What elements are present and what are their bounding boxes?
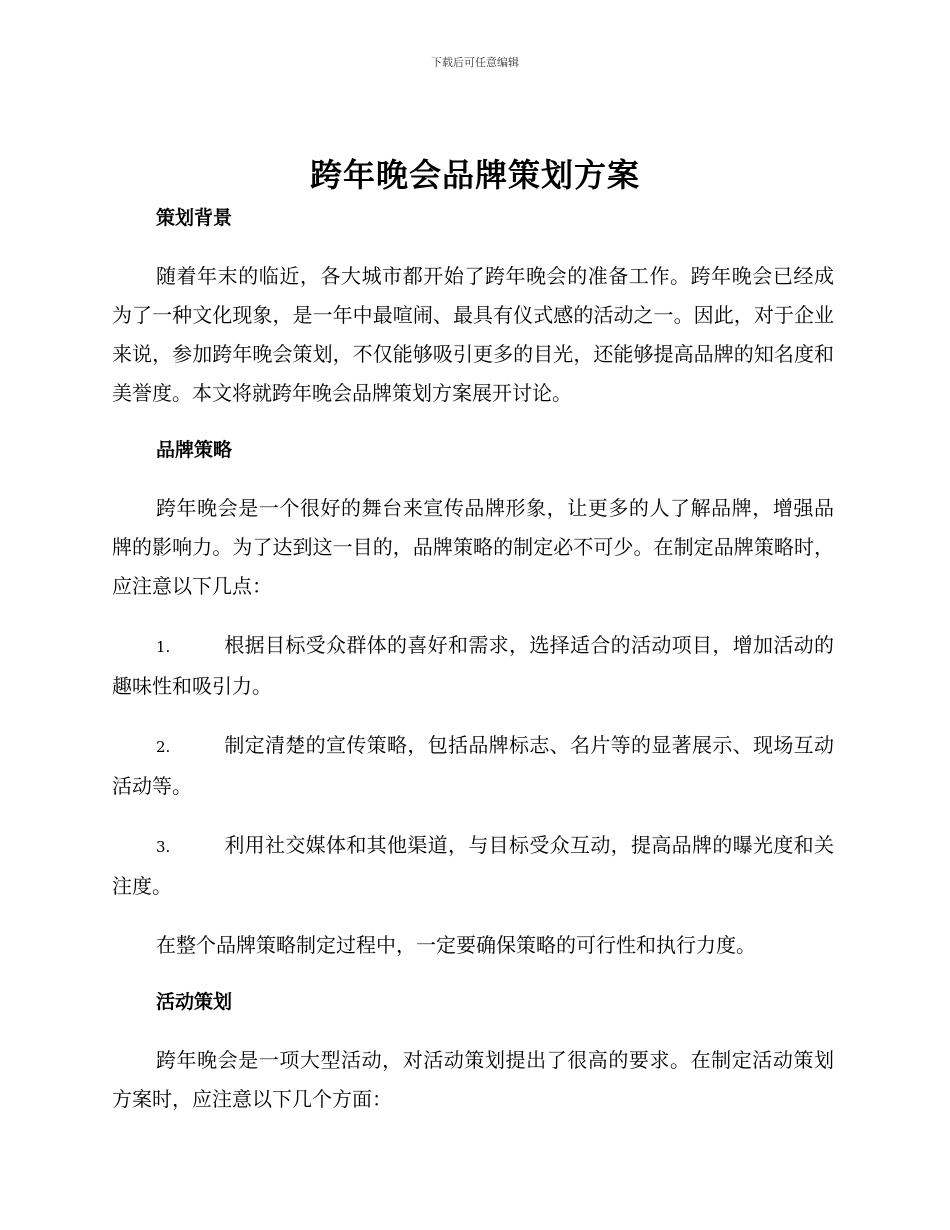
list-item bbox=[112, 826, 834, 906]
list-item-number: 2. bbox=[156, 738, 171, 756]
document-body bbox=[112, 201, 834, 1139]
brand-strategy-intro: 跨年晚会是一个很好的舞台来宣传品牌形象，让更多的人了解品牌，增强品牌的影响力。为了达到这一目的，品牌策略的制定必不可少。在制定品牌策略时，应注意以下几点： bbox=[112, 496, 834, 598]
event-planning-intro: 跨年晚会是一项大型活动，对活动策划提出了很高的要求。在制定活动策划方案时，应注意以下几个方面： bbox=[112, 1048, 834, 1111]
section-heading-event-planning: 活动策划 bbox=[156, 991, 233, 1013]
brand-strategy-closing: 在整个品牌策略制定过程中，一定要确保策略的可行性和执行力度。 bbox=[156, 933, 756, 957]
section-heading-background: 策划背景 bbox=[156, 207, 233, 229]
list-item-text: 制定清楚的宣传策略，包括品牌标志、名片等的显著展示、现场互动活动等。 bbox=[112, 733, 834, 798]
list-item bbox=[112, 626, 834, 706]
header-note: 下载后可任意编辑 bbox=[431, 56, 519, 69]
list-item-text: 利用社交媒体和其他渠道，与目标受众互动，提高品牌的曝光度和关注度。 bbox=[112, 833, 834, 898]
section-heading-brand-strategy: 品牌策略 bbox=[156, 439, 233, 461]
list-item bbox=[112, 726, 834, 806]
background-paragraph: 随着年末的临近，各大城市都开始了跨年晚会的准备工作。跨年晚会已经成为了一种文化现象，是一年中最喧闹、最具有仪式感的活动之一。因此，对于企业来说，参加跨年晚会策划，不仅能够吸引更多的目光，还能够提高品牌的知名度和美誉度。本文将就跨年晚会品牌策划方案展开讨论。 bbox=[112, 264, 834, 405]
list-item-number: 1. bbox=[156, 638, 171, 656]
list-item-text: 根据目标受众群体的喜好和需求，选择适合的活动项目，增加活动的趣味性和吸引力。 bbox=[112, 633, 834, 698]
list-item-number: 3. bbox=[156, 838, 171, 856]
document-title: 跨年晚会品牌策划方案 bbox=[309, 156, 640, 194]
